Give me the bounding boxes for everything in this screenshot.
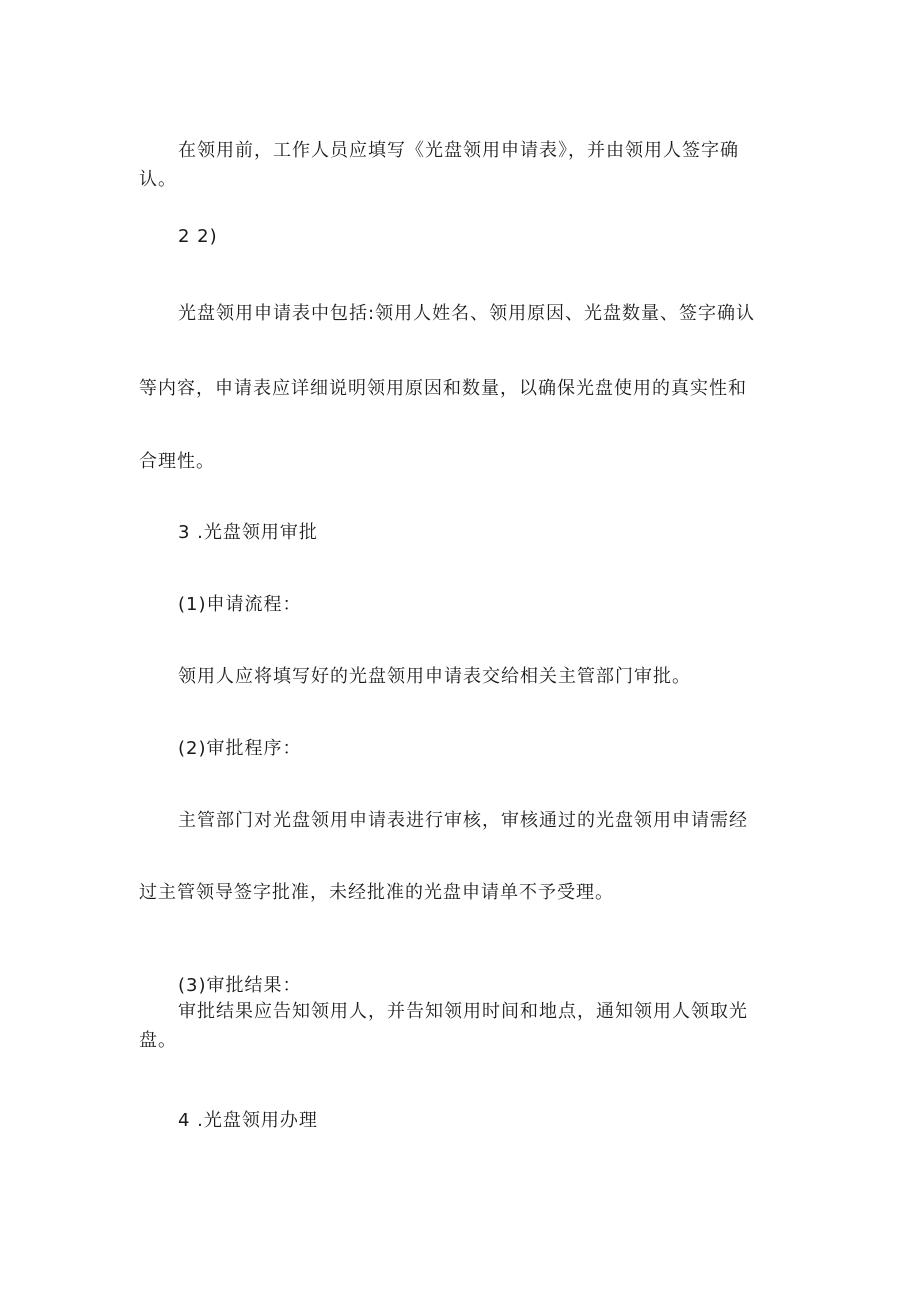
item-number: 2 2)	[178, 226, 218, 247]
paragraph-line: 认。	[139, 169, 177, 190]
section-heading-processing: 4 .光盘领用办理	[178, 1110, 318, 1131]
paragraph-form-contents: 光盘领用申请表中包括:领用人姓名、领用原因、光盘数量、签字确认	[178, 303, 756, 324]
paragraph-form-contents-cont: 等内容，申请表应详细说明领用原因和数量，以确保光盘使用的真实性和	[139, 378, 747, 399]
paragraph-line: 盘。	[139, 1030, 177, 1051]
paragraph-approval-result-cont	[139, 1026, 784, 1055]
section-heading-approval: 3 .光盘领用审批	[178, 522, 318, 543]
subheading-approval-procedure: (2)审批程序：	[178, 738, 302, 759]
paragraph-before-use	[178, 136, 784, 165]
paragraph-line: 审批结果应告知领用人，并告知领用时间和地点，通知领用人领取光	[178, 1001, 748, 1022]
paragraph-approval-procedure-cont: 过主管领导签字批准，未经批准的光盘申请单不予受理。	[139, 882, 614, 903]
paragraph-approval-result	[178, 997, 784, 1026]
paragraph-before-use-cont	[139, 165, 784, 194]
subheading-approval-result: (3)审批结果：	[178, 975, 302, 996]
paragraph-application-process: 领用人应将填写好的光盘领用申请表交给相关主管部门审批。	[178, 666, 691, 687]
subheading-application-process: (1)申请流程：	[178, 594, 302, 615]
paragraph-approval-procedure: 主管部门对光盘领用申请表进行审核，审核通过的光盘领用申请需经	[178, 810, 748, 831]
paragraph-line: 在领用前，工作人员应填写《光盘领用申请表》，并由领用人签字确	[178, 140, 739, 161]
paragraph-form-contents-end: 合理性。	[139, 451, 215, 472]
